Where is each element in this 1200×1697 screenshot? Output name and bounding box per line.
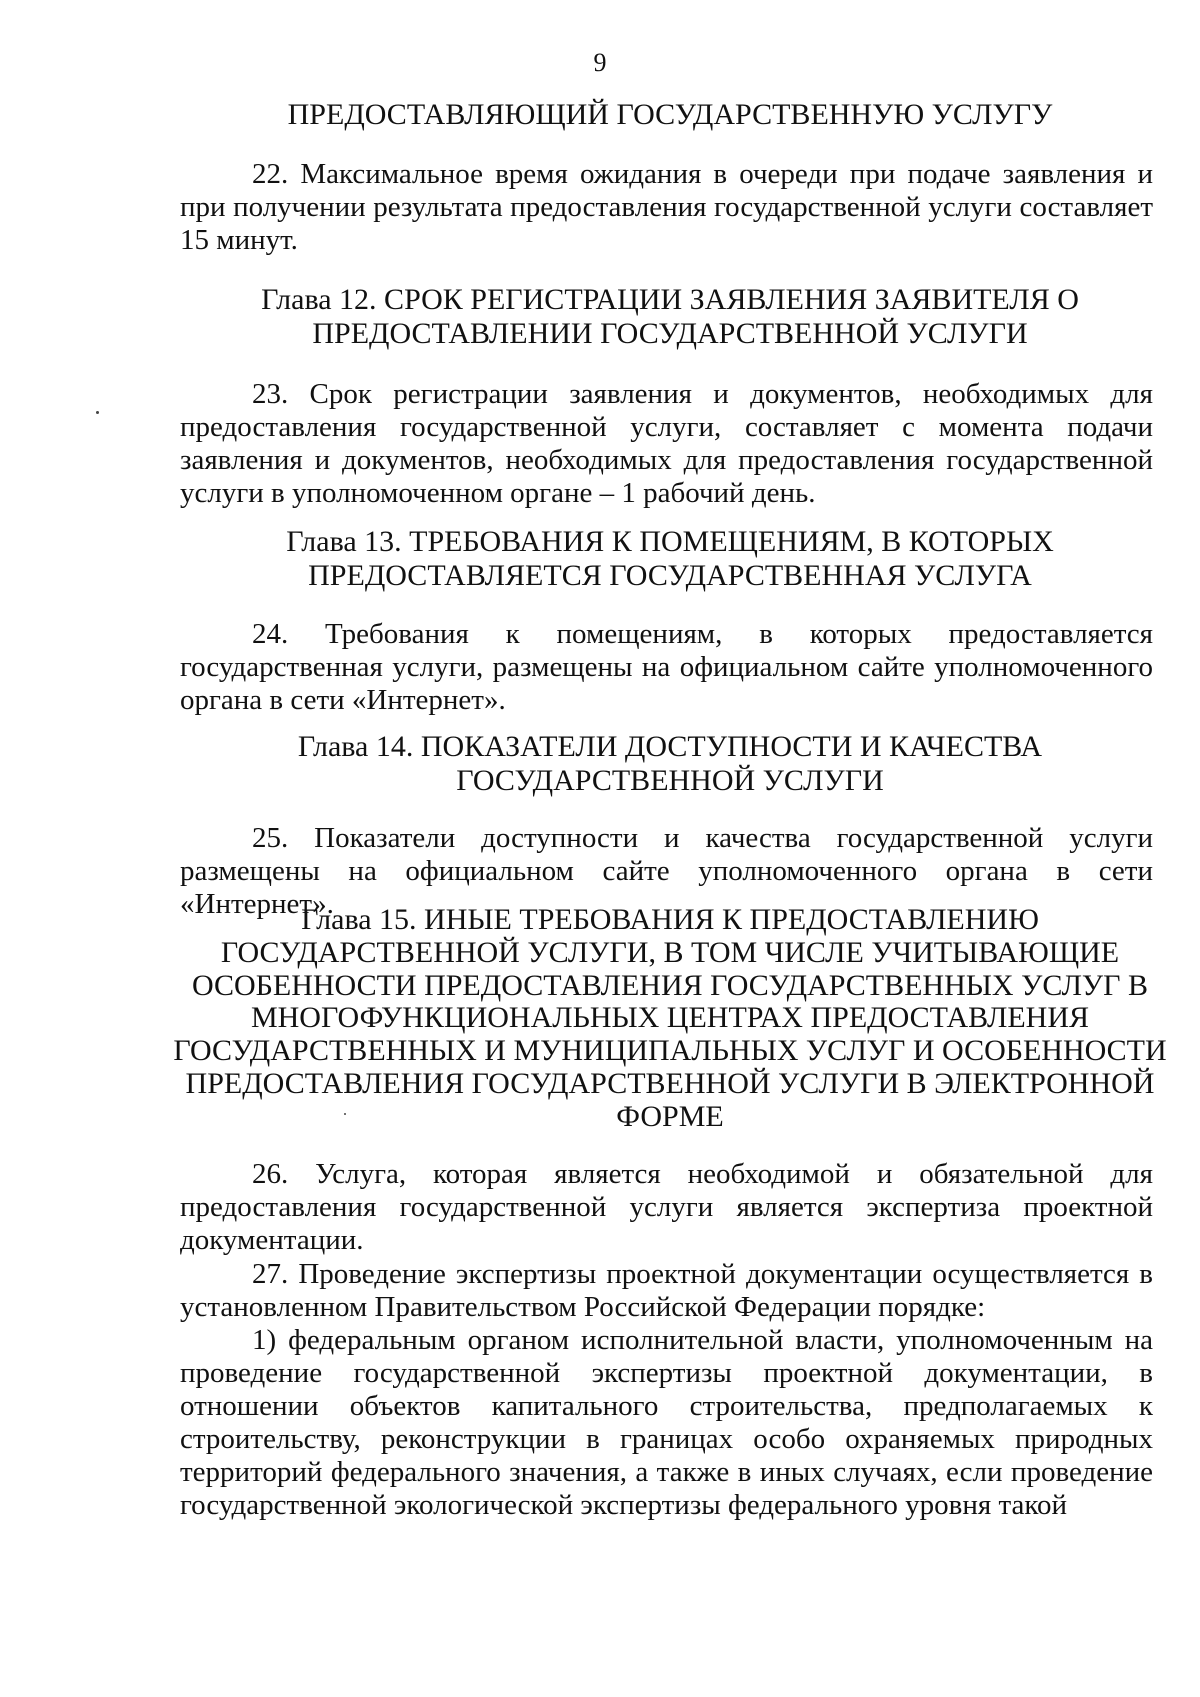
- chapter-13-heading-line-1: Глава 13. ТРЕБОВАНИЯ К ПОМЕЩЕНИЯМ, В КОТОРЫХ: [286, 525, 1054, 558]
- continued-heading: ПРЕДОСТАВЛЯЮЩИЙ ГОСУДАРСТВЕННУЮ УСЛУГУ: [287, 98, 1053, 131]
- chapter-15-heading-line-5: ГОСУДАРСТВЕННЫХ И МУНИЦИПАЛЬНЫХ УСЛУГ И ОСОБЕННОСТИ: [173, 1034, 1167, 1067]
- scan-speck: [344, 1113, 346, 1115]
- chapter-13-heading-line-2: ПРЕДОСТАВЛЯЕТСЯ ГОСУДАРСТВЕННАЯ УСЛУГА: [308, 559, 1032, 592]
- paragraph-23: 23. Срок регистрации заявления и документов, необходимых для предоставления государственной услуги, составляет с момента подачи заявления и документов, необходимых для предоставления государственной услуги в уполномоченном органе – 1 рабочий день.: [180, 378, 1153, 509]
- paragraph-26: 26. Услуга, которая является необходимой и обязательной для предоставления государственной услуги является экспертиза проектной документации.: [180, 1158, 1153, 1256]
- paragraph-25: 25. Показатели доступности и качества государственной услуги размещены на официальном сайте уполномоченного органа в сети «Интернет».: [180, 822, 1153, 920]
- chapter-12-heading-line-2: ПРЕДОСТАВЛЕНИИ ГОСУДАРСТВЕННОЙ УСЛУГИ: [312, 317, 1028, 350]
- chapter-15-heading-line-4: МНОГОФУНКЦИОНАЛЬНЫХ ЦЕНТРАХ ПРЕДОСТАВЛЕНИЯ: [250, 1001, 1090, 1034]
- paragraph-27: 27. Проведение экспертизы проектной документации осуществляется в установленном Правительством Российской Федерации порядке:: [180, 1258, 1153, 1323]
- page-number: 9: [593, 48, 607, 77]
- chapter-15-heading-line-3: ОСОБЕННОСТИ ПРЕДОСТАВЛЕНИЯ ГОСУДАРСТВЕННЫХ УСЛУГ В: [191, 969, 1149, 1002]
- paragraph-22: 22. Максимальное время ожидания в очереди при подаче заявления и при получении результата предоставления государственной услуги составляет 15 минут.: [180, 158, 1153, 256]
- chapter-12-heading-line-1: Глава 12. СРОК РЕГИСТРАЦИИ ЗАЯВЛЕНИЯ ЗАЯВИТЕЛЯ О: [261, 283, 1079, 316]
- chapter-15-heading-line-6: ПРЕДОСТАВЛЕНИЯ ГОСУДАРСТВЕННОЙ УСЛУГИ В ЭЛЕКТРОННОЙ: [185, 1067, 1155, 1100]
- chapter-15-heading-line-1: Глава 15. ИНЫЕ ТРЕБОВАНИЯ К ПРЕДОСТАВЛЕНИЮ: [301, 903, 1039, 936]
- paragraph-27-item-1: 1) федеральным органом исполнительной власти, уполномоченным на проведение государственной экспертизы проектной документации, в отношении объектов капитального строительства, предполагаемых к строительству, реконструкции в границах особо охраняемых природных территорий федерального значения, а также в иных случаях, если проведение государственной экологической экспертизы федерального уровня такой: [180, 1324, 1153, 1521]
- chapter-15-heading-line-2: ГОСУДАРСТВЕННОЙ УСЛУГИ, В ТОМ ЧИСЛЕ УЧИТЫВАЮЩИЕ: [220, 936, 1120, 969]
- scan-speck: [96, 411, 99, 414]
- chapter-14-heading-line-1: Глава 14. ПОКАЗАТЕЛИ ДОСТУПНОСТИ И КАЧЕСТВА: [297, 730, 1043, 763]
- paragraph-24: 24. Требования к помещениям, в которых предоставляется государственная услуги, размещены на официальном сайте уполномоченного органа в сети «Интернет».: [180, 618, 1153, 716]
- chapter-14-heading-line-2: ГОСУДАРСТВЕННОЙ УСЛУГИ: [456, 764, 884, 797]
- chapter-15-heading-line-7: ФОРМЕ: [616, 1100, 724, 1133]
